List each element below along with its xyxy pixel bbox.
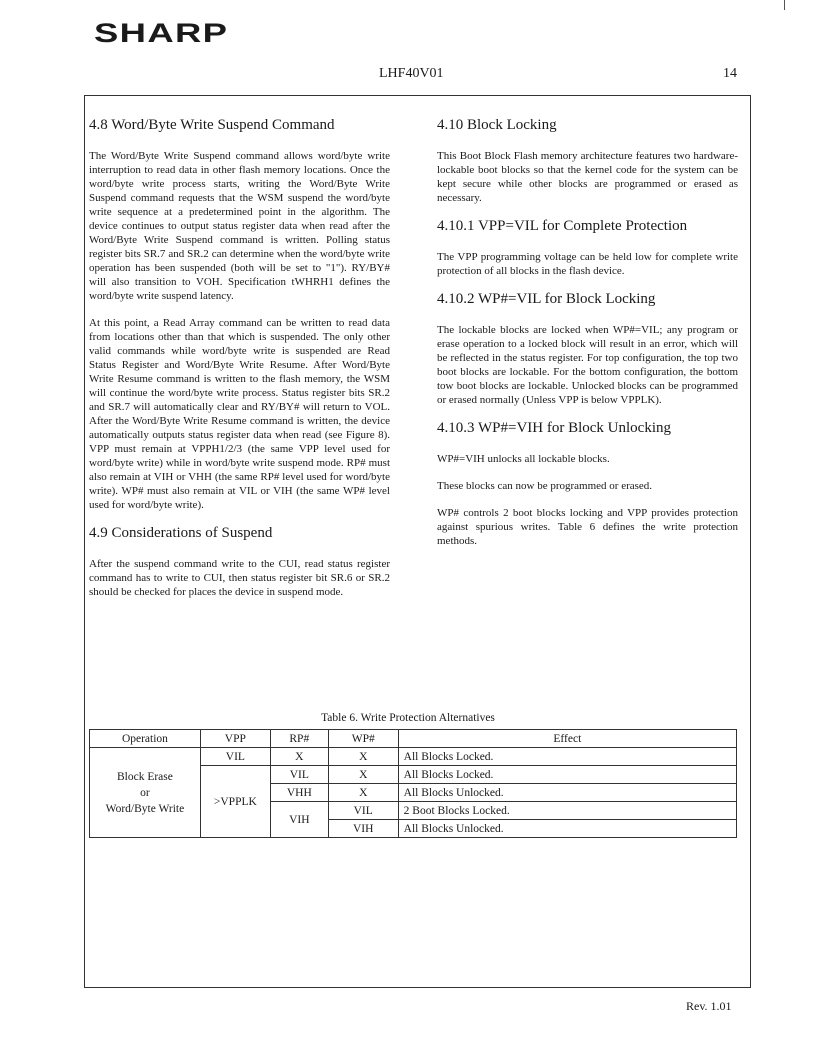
section-4-10-paragraph-1: This Boot Block Flash memory architecture features two hardware-lockable boot blocks so that the kernel code for the system can be kept secure while other blocks are programmed or erased as necessary. (437, 150, 738, 204)
header-wp: WP# (328, 730, 398, 748)
rp-cell: VHH (270, 784, 328, 802)
section-4-9-title: 4.9 Considerations of Suspend (89, 525, 273, 541)
corner-tick-mark (784, 0, 785, 10)
section-4-10-1-paragraph-1: The VPP programming voltage can be held low for complete write protection of all blocks in the flash device. (437, 251, 738, 277)
wp-cell: VIL (328, 802, 398, 820)
section-4-10-2-title: 4.10.2 WP#=VIL for Block Locking (437, 291, 656, 307)
header-effect: Effect (398, 730, 736, 748)
operation-line-2: or (140, 786, 150, 799)
left-column (89, 117, 390, 599)
section-4-9-paragraph-1: After the suspend command write to the CUI, read status register command has to write to CUI, then status register bit SR.6 or SR.2 should be checked for places the device in suspend mode. (89, 558, 390, 598)
effect-cell: 2 Boot Blocks Locked. (398, 802, 736, 820)
operation-line-3: Word/Byte Write (105, 802, 185, 815)
rp-cell: X (270, 748, 328, 766)
write-protection-table (89, 729, 737, 838)
header-operation: Operation (90, 730, 201, 748)
effect-cell: All Blocks Unlocked. (398, 784, 736, 802)
wp-cell: X (328, 748, 398, 766)
effect-cell: All Blocks Locked. (398, 748, 736, 766)
section-4-10-1-title: 4.10.1 VPP=VIL for Complete Protection (437, 218, 688, 234)
wp-cell: VIH (328, 820, 398, 838)
section-4-10-3-paragraph-3: WP# controls 2 boot blocks locking and VPP provides protection against spurious writes. Table 6 defines the write protection methods. (437, 507, 738, 547)
table-row (90, 748, 737, 766)
revision-label: Rev. 1.01 (686, 999, 732, 1013)
effect-cell: All Blocks Unlocked. (398, 820, 736, 838)
operation-line-1: Block Erase (116, 770, 173, 783)
section-4-10-3-paragraph-1: WP#=VIH unlocks all lockable blocks. (437, 453, 610, 465)
right-column (437, 117, 738, 548)
section-4-10-3-title: 4.10.3 WP#=VIH for Block Unlocking (437, 420, 671, 436)
vpp-cell: VIL (200, 748, 270, 766)
vpp-cell: >VPPLK (200, 766, 270, 838)
section-4-8-paragraph-2: At this point, a Read Array command can be written to read data from locations other than that which is suspended. The only other valid commands while word/byte write is suspended are Read Status Register and Word/Byte Write Resume. After Word/Byte Write Resume command is written to the flash memory, the WSM will continue the word/byte write process. Status register bits SR.2 and SR.7 will automatically clear and RY/BY# will return to VOL. After the Word/Byte Write Resume command is written, the device automatically outputs status register data when read (see Figure 8). VPP must remain at VPPH1/2/3 (the same VPP level used for word/byte write) while in word/byte write suspend mode. RP# must also remain at VIH or VHH (the same RP# level used for word/byte write). WP# must also remain at VIL or VIH (the same WP# level used for word/byte write). (89, 317, 390, 511)
wp-cell: X (328, 766, 398, 784)
header-rp: RP# (270, 730, 328, 748)
sharp-logo: SHARP (94, 18, 229, 48)
wp-cell: X (328, 784, 398, 802)
table-caption: Table 6. Write Protection Alternatives (321, 712, 495, 724)
header-vpp: VPP (200, 730, 270, 748)
section-4-10-2-paragraph-1: The lockable blocks are locked when WP#=VIL; any program or erase operation to a locked block will result in an error, which will be reflected in the status register. For top configuration, the top two boot blocks are lockable. For the bottom configuration, the bottom tow boot blocks are lockable. Unlocked blocks can be programmed or erased normally (Unless VPP is below VPPLK). (437, 324, 738, 406)
rp-cell: VIH (270, 802, 328, 838)
page-number: 14 (723, 66, 737, 81)
rp-cell: VIL (270, 766, 328, 784)
operation-cell (90, 748, 201, 838)
document-id: LHF40V01 (379, 66, 444, 81)
section-4-10-3-paragraph-2: These blocks can now be programmed or erased. (437, 480, 653, 492)
section-4-8-title: 4.8 Word/Byte Write Suspend Command (89, 117, 335, 133)
effect-cell: All Blocks Locked. (398, 766, 736, 784)
section-4-10-title: 4.10 Block Locking (437, 117, 557, 133)
table-header-row (90, 730, 737, 748)
section-4-8-paragraph-1: The Word/Byte Write Suspend command allows word/byte write interruption to read data in other flash memory locations. Once the word/byte write process starts, writing the Word/Byte Write Suspend command requests that the WSM suspend the word/byte write sequence at a predetermined point in the algorithm. The device continues to output status register data when read after the Word/Byte Write Suspend command is written. Polling status register bits SR.7 and SR.2 can determine when the word/byte write operation has been suspended (both will be set to "1"). RY/BY# will also transition to VOH. Specification tWHRH1 defines the word/byte write suspend latency. (89, 150, 390, 302)
